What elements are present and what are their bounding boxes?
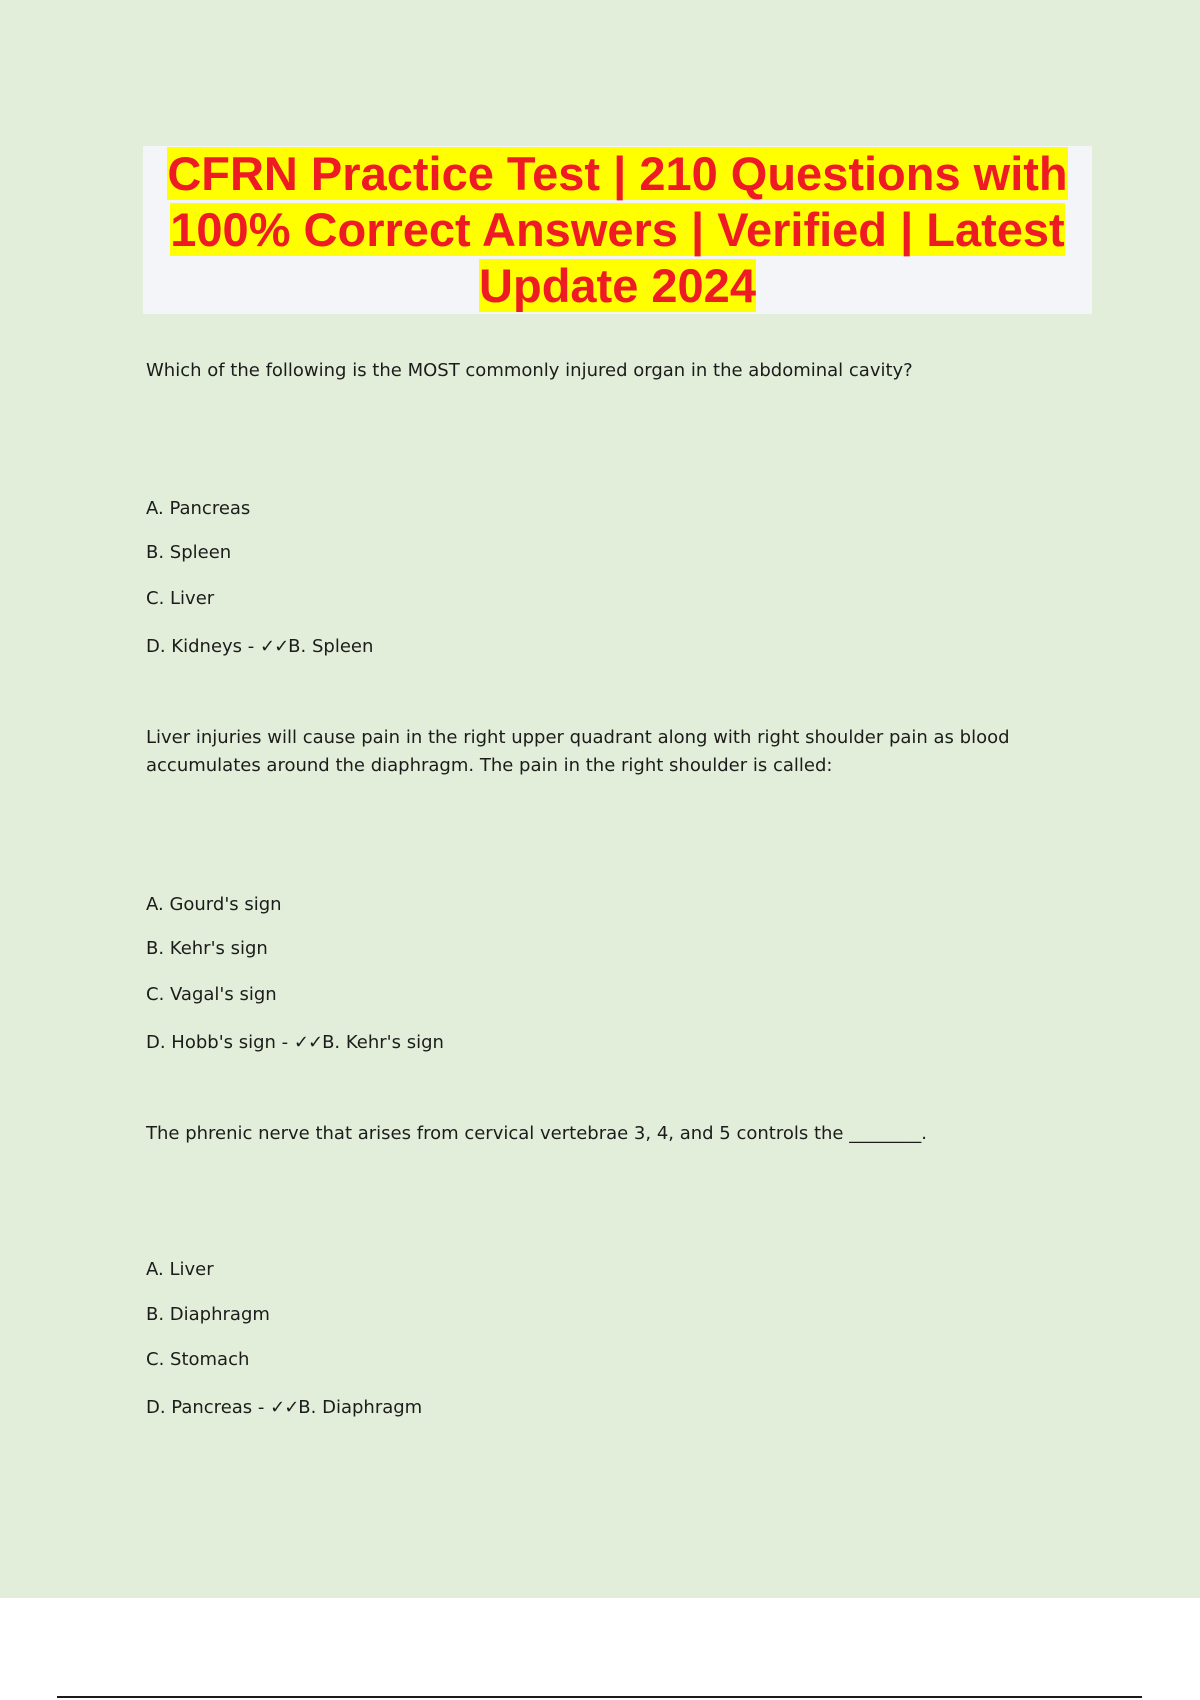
question-2-option-b: B. Kehr's sign [146,938,268,959]
question-2-answer: B. Kehr's sign [322,1032,444,1053]
question-2-option-d: D. Hobb's sign - [146,1032,294,1053]
question-1-option-d: D. Kidneys - [146,636,260,657]
footer-divider [57,1696,1142,1698]
question-3-text: The phrenic nerve that arises from cervical vertebrae 3, 4, and 5 controls the ________. [146,1123,927,1144]
question-3-option-a: A. Liver [146,1259,214,1280]
question-1-option-b: B. Spleen [146,542,232,563]
title-line-3: Update 2024 [479,259,756,312]
question-3-option-b: B. Diaphragm [146,1304,270,1325]
title-line-1: CFRN Practice Test | 210 Questions with [167,147,1068,200]
question-1-answer: B. Spleen [288,636,374,657]
title-line-2: 100% Correct Answers | Verified | Latest [170,203,1065,256]
checkmark-icon: ✓✓ [270,1397,299,1418]
checkmark-icon: ✓✓ [260,636,289,657]
question-3-option-d-with-answer [146,1396,422,1420]
question-1-option-d-with-answer [146,635,373,659]
checkmark-icon: ✓✓ [293,1032,323,1053]
question-1-text: Which of the following is the MOST commonly injured organ in the abdominal cavity? [146,360,913,381]
question-2-option-a: A. Gourd's sign [146,894,282,915]
question-3-option-c: C. Stomach [146,1349,250,1370]
question-2-option-d-with-answer [146,1031,444,1055]
question-2-option-c: C. Vagal's sign [146,984,277,1005]
question-1-option-a: A. Pancreas [146,498,251,519]
question-3-answer: B. Diaphragm [298,1397,423,1418]
title-box [143,146,1092,314]
question-1-option-c: C. Liver [146,588,215,609]
document-title [143,146,1092,314]
question-3-option-d: D. Pancreas - [146,1397,271,1418]
question-2-text: Liver injuries will cause pain in the right upper quadrant along with right shoulder pain as blood accumulates around the diaphragm. The pain in the right shoulder is called: [146,727,1010,776]
